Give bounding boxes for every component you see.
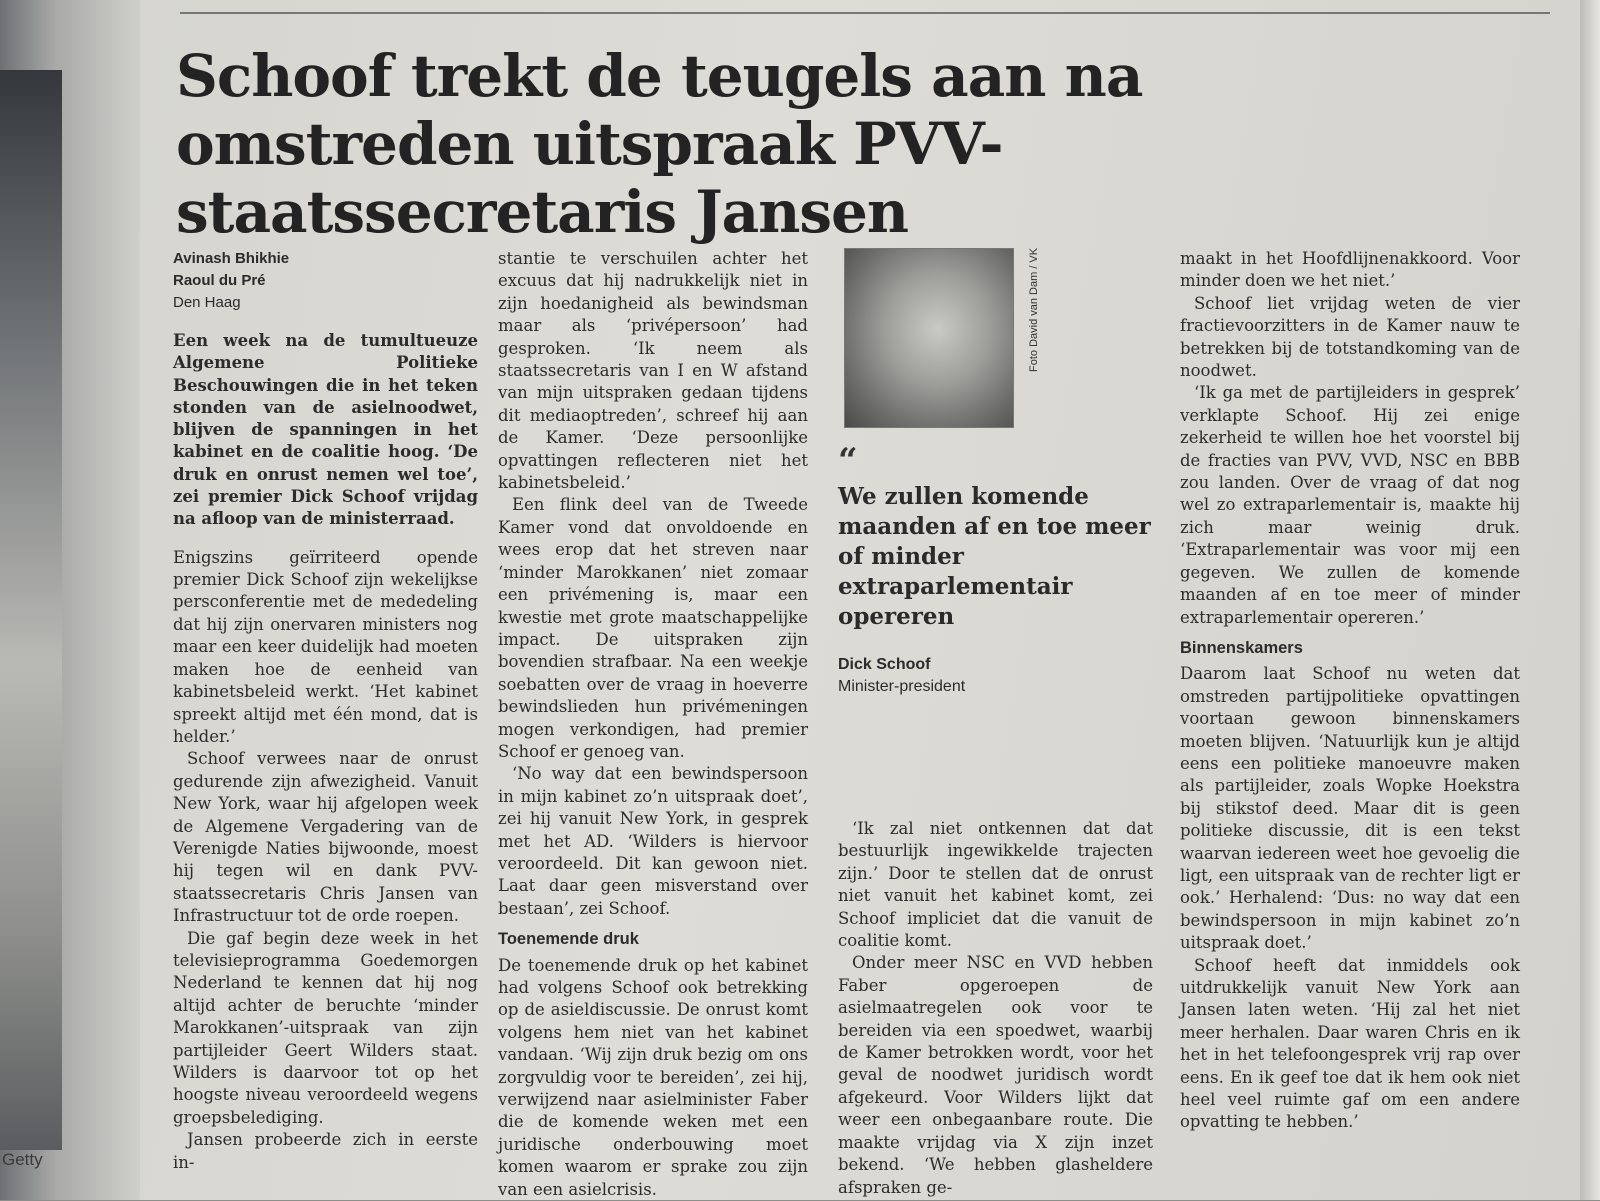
paragraph: Daarom laat Schoof nu weten dat omstreden partijpolitieke opvattingen voortaan gewoon binnenskamers moeten blijven. ‘Natuurlijk kun je altijd eens een politieke manoeuvre maken als partijleider, zoals Wopke Hoekstra bij stikstof deed. Maar dit is geen politieke discussie, dit is een tekst waarvan iedereen weet hoe gevoelig die ligt, een uitspraak van de rechter ligt er ook.’ Herhalend: ‘Dus: no way dat een bewindspersoon in mijn kabinet zo’n uitspraak doet.’ [1180,664,1520,953]
dateline: Den Haag [173,294,241,311]
paragraph: maakt in het Hoofdlijnenakkoord. Voor minder doen we het niet.’ [1180,249,1520,291]
photo-credit: Foto David van Dam / VK [1028,248,1040,373]
paragraph: ‘Ik zal niet ontkennen dat dat bestuurlijk ingewikkelde trajecten zijn.’ Door te stellen dat de onrust niet vanuit het kabinet komt, zei Schoof impliciet dat die vanuit de coalitie komt. [838,819,1153,951]
column-3-body [838,818,1153,1199]
pull-quote: We zullen komende maanden af en toe meer of minder extraparlementair opereren [838,483,1151,630]
paragraph: Een flink deel van de Tweede Kamer vond dat onvoldoende en wees erop dat het streven naar ‘minder Marokkanen’ niet zomaar een privémening is, maar een kwestie met grote maatschappelijke impact. De uitspraken zijn bovendien strafbaar. Na een weekje soebatten over de vraag in hoeverre bewindslieden hun privémeningen mogen verkondigen, had premier Schoof er genoeg van. [498,495,808,761]
quote-mark-icon: “ [838,441,858,481]
column-3 [838,248,1153,1197]
paragraph: Enigszins geïrriteerd opende premier Dick Schoof zijn wekelijkse persconferentie met de mededeling dat hij zijn onervaren ministers nog maar een keer duidelijk had moeten maken hoe de eenheid van kabinetsbeleid werkt. ‘Het kabinet spreekt altijd met één mond, dat is helder.’ [173,547,478,746]
adjacent-photo [0,70,62,1150]
left-photo-credit: Getty [2,1150,43,1169]
paragraph: Schoof verwees naar de onrust gedurende zijn afwezigheid. Vanuit New York, waar hij afgelopen week de Algemene Vergadering van de Verenigde Naties bijwoonde, moest hij tegen wil en dank PVV-staatssecretaris Chris Jansen van Infrastructuur tot de orde roepen. [173,749,478,926]
portrait-photo [844,248,1014,428]
paragraph: Jansen probeerde zich in eerste in- [173,1130,478,1172]
quote-name: Dick Schoof [838,656,931,673]
column-2 [498,248,808,1201]
paragraph: Schoof heeft dat inmiddels ook uitdrukkelijk vanuit New York aan Jansen laten weten. ‘Hij zal het niet meer herhalen. Daar waren Chris en ik het in het telefoongesprek vrij rap over eens. En ik geef toe dat ik hem ook niet heel veel ruimte gaf om een andere opvatting te hebben.’ [1180,955,1520,1132]
author-1: Avinash Bhikhie [173,250,290,267]
paragraph: Onder meer NSC en VVD hebben Faber opgeroepen de asielmaatregelen ook voor te bereiden via een spoedwet, waarbij de Kamer betrokken wordt, voor het geval de noodwet juridisch wordt afgekeurd. Voor Wilders lijkt dat weer een onbegaanbare route. Die maakte vrijdag via X zijn inzet bekend. ‘We hebben glasheldere afspraken ge- [838,953,1153,1197]
quote-role: Minister-president [838,678,966,696]
subheading: Binnenskamers [1180,638,1303,657]
author-2: Raoul du Pré [173,272,266,289]
paragraph: De toenemende druk op het kabinet had volgens Schoof ook betrekking op de asieldiscussie. De onrust komt volgens hem niet van het kabinet vandaan. ‘Wij zijn druk bezig om ons zorgvuldig voor te bereiden’, zei hij, verwijzend naar asielminister Faber die de komende weken met een juridische onderbouwing moet komen waarom er sprake zou zijn van een asielcrisis. [498,955,808,1199]
subheading: Toenemende druk [498,930,639,949]
paragraph: stantie te verschuilen achter het excuus dat hij nadrukkelijk niet in zijn hoedanigheid als bewindsman maar als ‘privépersoon’ had gesproken. ‘Ik neem als staatssecretaris van I en W afstand van mijn uitspraken gedaan tijdens dit mediaoptreden’, schreef hij aan de Kamer. ‘Deze persoonlijke opvattingen reflecteren niet het kabinetsbeleid.’ [498,249,808,493]
column-1 [173,248,478,1174]
headline: Schoof trekt de teugels aan na omstreden uitspraak PVV-staatssecretaris Jansen [176,42,1143,246]
intro-paragraph: Een week na de tumultueuze Algemene Politieke Beschouwingen die in het teken stonden van de asielnoodwet, blijven de spanningen in het kabinet en de coalitie hoog. ‘De druk en onrust nemen wel toe’, zei premier Dick Schoof vrijdag na afloop van de ministerraad. [173,331,478,529]
newspaper-page [140,0,1580,1200]
next-page-edge [1580,0,1600,1200]
paragraph: ‘No way dat een bewindspersoon in mijn kabinet zo’n uitspraak doet’, zei hij vanuit New York, in gesprek met het AD. ‘Wilders is hiervoor veroordeeld. Dit kan gewoon niet. Laat daar geen misverstand over bestaan’, zei Schoof. [498,764,808,918]
paragraph: Die gaf begin deze week in het televisieprogramma Goedemorgen Nederland te kennen dat hij nog altijd achter de beruchte ‘minder Marokkanen’-uitspraak van zijn partijleider Geert Wilders staat. Wilders is daarvoor tot op het hoogste niveau veroordeeld wegens groepsbelediging. [173,928,478,1127]
column-4 [1180,248,1520,1134]
paragraph: Schoof liet vrijdag weten de vier fractievoorzitters in de Kamer nauw te betrekken bij de totstandkoming van de noodwet. [1180,293,1520,381]
top-rule [180,12,1550,14]
paragraph: ‘Ik ga met de partijleiders in gesprek’ verklapte Schoof. Hij zei enige zekerheid te willen hoe het voorstel bij de fracties van PVV, VVD, NSC en BBB zou landen. Over de vraag of dat nog wel zo extraparlementair is, maakte hij zich maar weinig druk. ‘Extraparlementair was voor mij een gegeven. We zullen de komende maanden af en toe meer of minder extraparlementair opereren.’ [1180,383,1520,627]
byline [173,248,478,314]
